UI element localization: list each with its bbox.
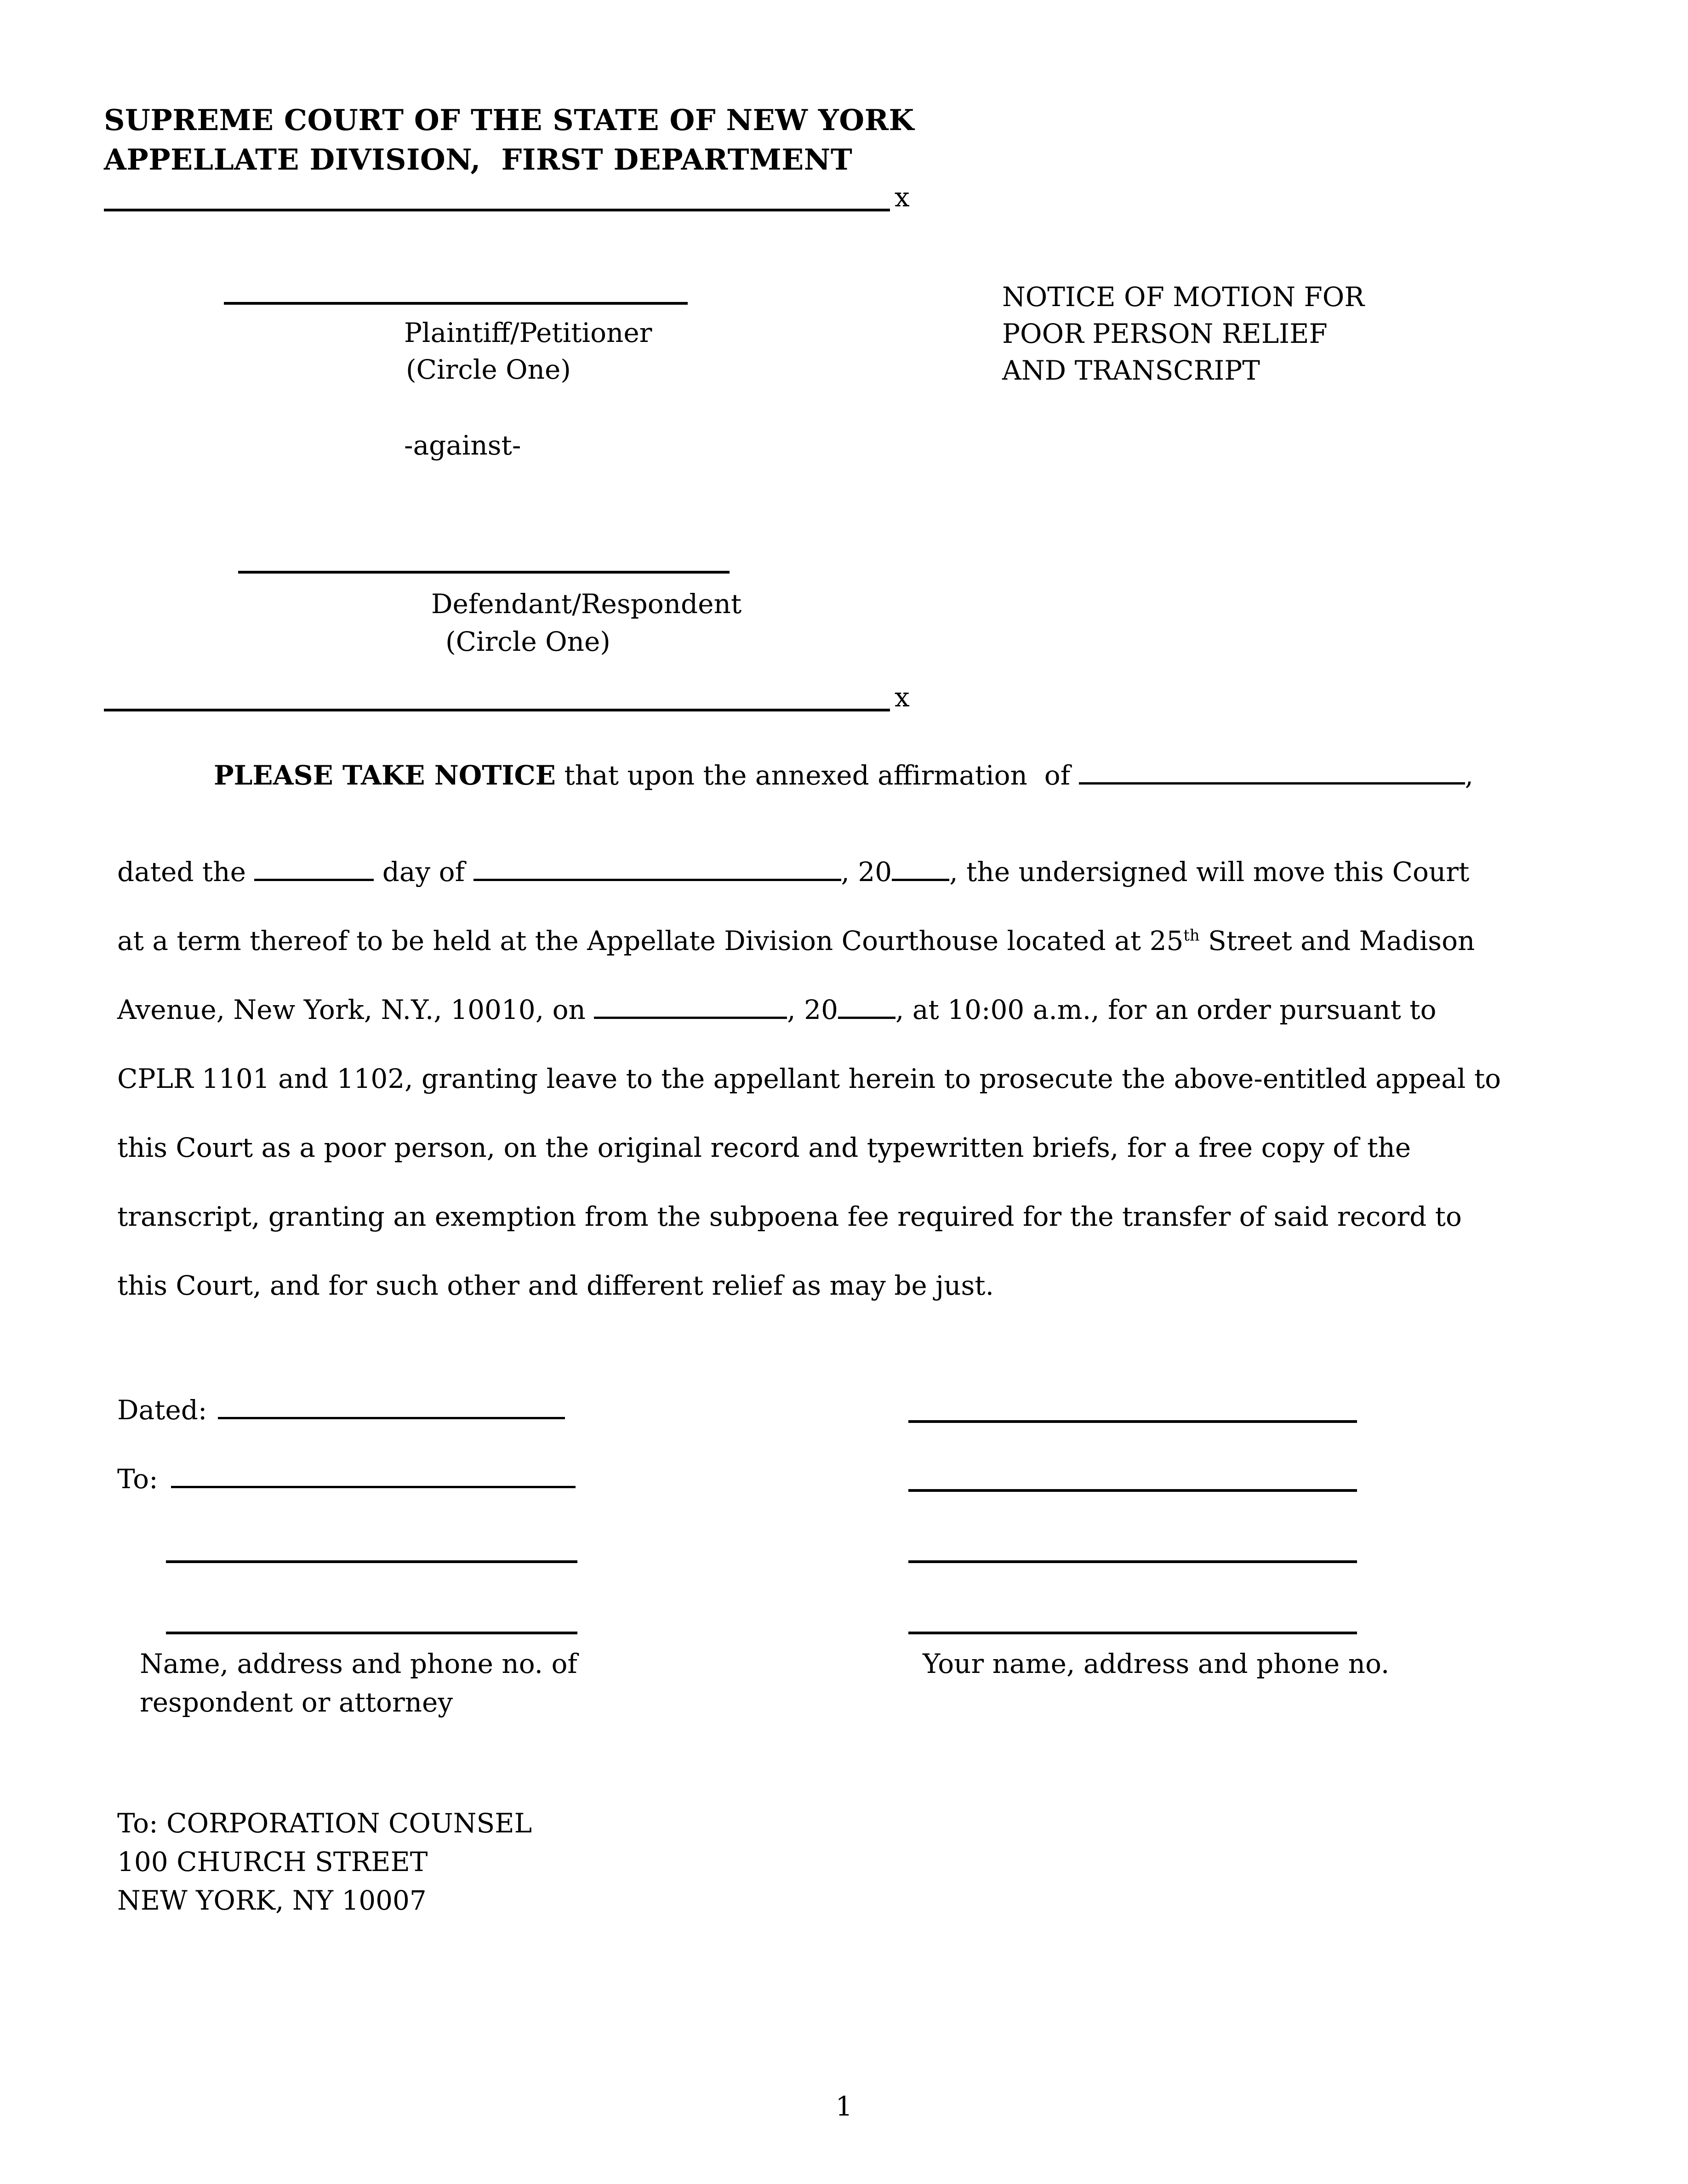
corporation-counsel-address — [117, 1804, 532, 1920]
body-line-3-text-b: Street and Madison — [1199, 925, 1475, 956]
caption-rule-bottom-line — [104, 677, 890, 711]
notice-title-line-1: NOTICE OF MOTION FOR — [1002, 281, 1365, 313]
dated-row — [117, 1393, 565, 1428]
defendant-circle-one-label: (Circle One) — [445, 626, 610, 657]
caption-rule-top — [104, 177, 927, 211]
respondent-caption-line-2: respondent or attorney — [140, 1687, 453, 1718]
body-line-1-comma: , — [1465, 760, 1474, 791]
signature-blank-2[interactable] — [908, 1462, 1357, 1492]
affirmant-name-blank[interactable] — [1079, 778, 1465, 785]
to-label: To: — [117, 1463, 158, 1495]
corporation-counsel-line-2: 100 CHURCH STREET — [117, 1846, 428, 1877]
month-blank[interactable] — [473, 874, 841, 881]
signature-blank-1[interactable] — [908, 1393, 1357, 1423]
court-department: APPELLATE DIVISION, FIRST DEPARTMENT — [104, 142, 853, 176]
defendant-label: Defendant/Respondent — [431, 588, 742, 620]
notice-title — [1002, 279, 1364, 389]
body-line-2-text-d: , the undersigned will move this Court — [949, 856, 1470, 887]
page-number: 1 — [835, 2091, 853, 2122]
hearing-date-blank[interactable] — [594, 1012, 787, 1019]
body-line-7: transcript, granting an exemption from the subpoena fee required for the transfer of said record to — [117, 1201, 1462, 1232]
day-blank[interactable] — [254, 874, 374, 881]
corporation-counsel-line-1: To: CORPORATION COUNSEL — [117, 1808, 532, 1839]
body-line-4-text-b: , 20 — [787, 994, 838, 1025]
court-name: SUPREME COURT OF THE STATE OF NEW YORK — [104, 103, 914, 137]
caption-rule-top-x: x — [895, 182, 910, 213]
plaintiff-name-blank[interactable] — [224, 274, 688, 305]
to-recipient-blank-1[interactable] — [171, 1481, 576, 1488]
body-line-3-text-a: at a term thereof to be held at the Appellate Division Courthouse located at 25 — [117, 925, 1184, 956]
signature-blank-3[interactable] — [908, 1533, 1357, 1563]
to-recipient-blank-2[interactable] — [166, 1533, 577, 1563]
dated-label: Dated: — [117, 1394, 207, 1426]
body-line-1 — [117, 741, 1496, 810]
body-line-3 — [117, 906, 1496, 975]
caption-rule-bottom — [104, 677, 927, 711]
please-take-notice-label: PLEASE TAKE NOTICE — [214, 760, 556, 791]
defendant-name-blank[interactable] — [238, 543, 730, 574]
caption-rule-bottom-x: x — [895, 682, 910, 713]
plaintiff-label: Plaintiff/Petitioner — [404, 317, 652, 348]
signature-blank-4[interactable] — [908, 1604, 1357, 1634]
court-header — [104, 100, 914, 179]
to-row — [117, 1462, 576, 1496]
body-line-4 — [117, 975, 1496, 1044]
corporation-counsel-line-3: NEW YORK, NY 10007 — [117, 1885, 427, 1916]
hearing-year-blank[interactable] — [838, 1012, 895, 1019]
dated-blank[interactable] — [218, 1412, 565, 1419]
body-line-2 — [117, 837, 1496, 906]
your-info-caption: Your name, address and phone no. — [923, 1648, 1390, 1679]
respondent-caption-line-1: Name, address and phone no. of — [140, 1648, 577, 1679]
notice-title-line-3: AND TRANSCRIPT — [1002, 355, 1260, 386]
ordinal-th-superscript: th — [1183, 926, 1200, 944]
respondent-caption — [140, 1644, 577, 1722]
caption-rule-top-line — [104, 177, 890, 211]
body-line-4-text-c: , at 10:00 a.m., for an order pursuant to — [895, 994, 1437, 1025]
body-line-1-text: that upon the annexed affirmation of — [555, 760, 1079, 791]
body-line-5: CPLR 1101 and 1102, granting leave to the appellant herein to prosecute the above-entitled appeal to — [117, 1063, 1501, 1094]
body-line-2-text-a: dated the — [117, 856, 255, 887]
body-line-2-text-b: day of — [374, 856, 473, 887]
body-line-4-text-a: Avenue, New York, N.Y., 10010, on — [117, 994, 594, 1025]
body-paragraph — [117, 741, 1501, 1320]
to-recipient-blank-3[interactable] — [166, 1604, 577, 1634]
body-line-2-text-c: , 20 — [841, 856, 892, 887]
plaintiff-circle-one-label: (Circle One) — [406, 354, 571, 385]
year-blank[interactable] — [892, 874, 949, 881]
against-label: -against- — [404, 430, 521, 461]
body-line-8: this Court, and for such other and different relief as may be just. — [117, 1270, 994, 1301]
body-line-6: this Court as a poor person, on the original record and typewritten briefs, for a free copy of the — [117, 1132, 1411, 1163]
notice-title-line-2: POOR PERSON RELIEF — [1002, 318, 1328, 349]
